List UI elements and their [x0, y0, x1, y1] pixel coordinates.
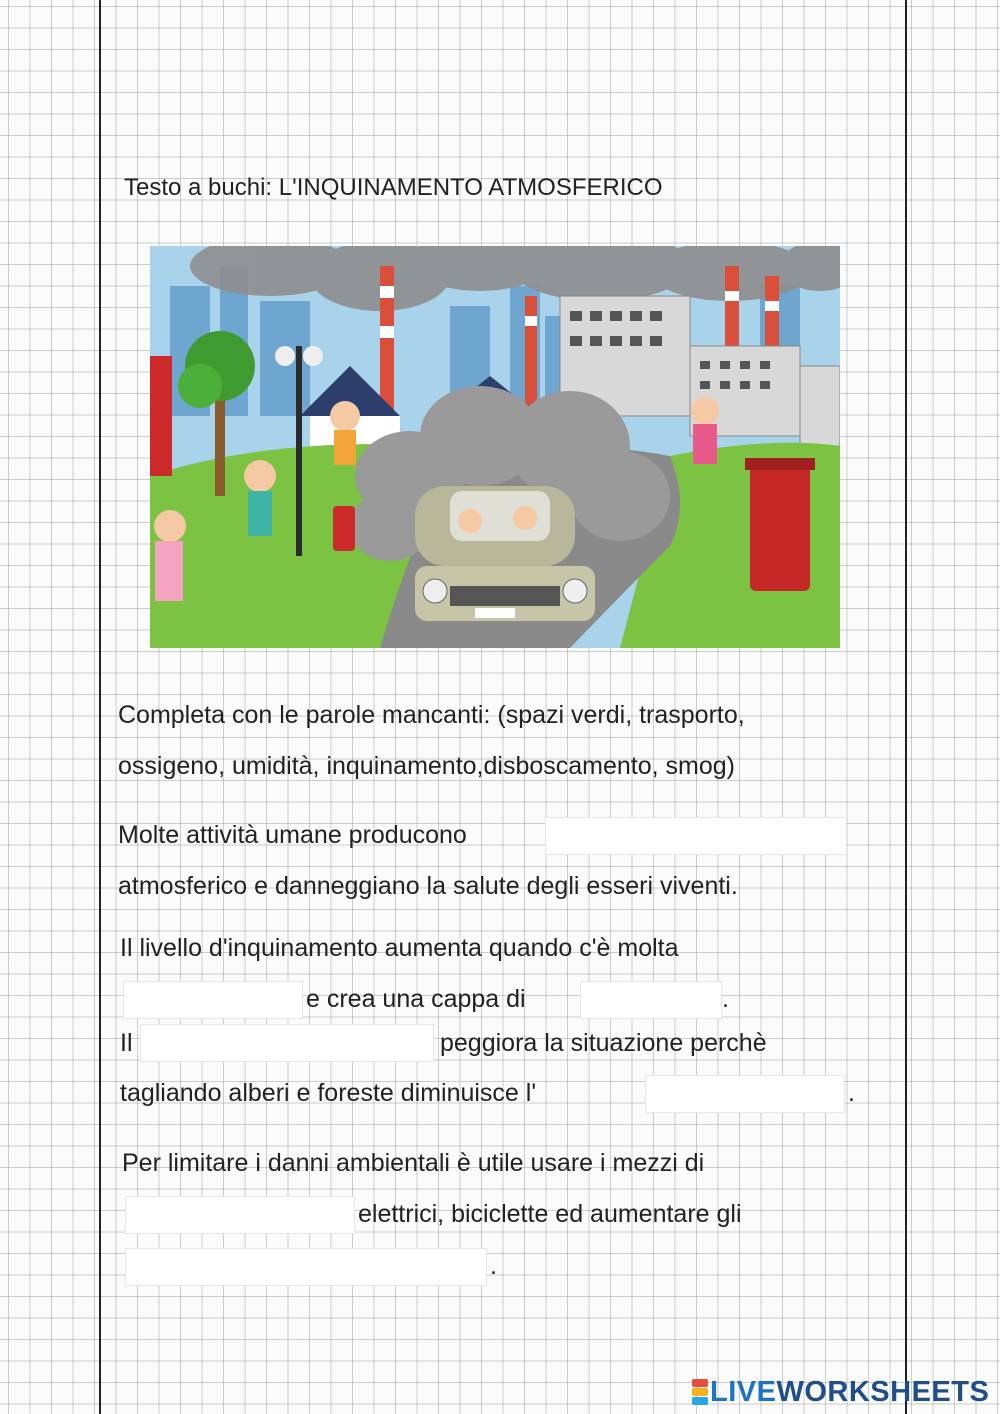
- worksheet-title: Testo a buchi: L'INQUINAMENTO ATMOSFERICO: [124, 174, 663, 201]
- pollution-illustration: [150, 246, 840, 648]
- paragraph-2-line-4: tagliando alberi e foreste diminuisce l': [120, 1079, 537, 1107]
- left-margin-line: [99, 0, 101, 1414]
- liveworksheets-icon: [692, 1379, 708, 1406]
- paragraph-2-line-2-end: .: [722, 985, 729, 1013]
- paragraph-1-line-1: Molte attività umane producono: [118, 821, 467, 849]
- blank-input-7[interactable]: [125, 1248, 487, 1286]
- blank-input-5[interactable]: [645, 1075, 845, 1113]
- right-margin-line: [905, 0, 907, 1414]
- liveworksheets-wordmark: LIVEWORKSHEETS: [710, 1376, 990, 1408]
- blank-input-6[interactable]: [125, 1196, 355, 1234]
- instructions-line-2: ossigeno, umidità, inquinamento,disboscamento, smog): [118, 752, 736, 780]
- paragraph-2-line-1: Il livello d'inquinamento aumenta quando c'è molta: [120, 934, 679, 962]
- blank-input-2[interactable]: [123, 981, 303, 1019]
- pollution-scene-image: [150, 246, 840, 648]
- paragraph-3-line-2: elettrici, biciclette ed aumentare gli: [358, 1200, 742, 1228]
- paragraph-2-line-2-mid: e crea una cappa di: [306, 985, 526, 1013]
- paragraph-1-line-2: atmosferico e danneggiano la salute degli esseri viventi.: [118, 872, 738, 900]
- paragraph-3-line-3-end: .: [490, 1252, 497, 1280]
- blank-input-4[interactable]: [140, 1024, 434, 1062]
- paragraph-2-line-3-end: peggiora la situazione perchè: [440, 1029, 767, 1057]
- blank-input-1[interactable]: [545, 817, 847, 855]
- instructions-line-1: Completa con le parole mancanti: (spazi verdi, trasporto,: [118, 701, 745, 729]
- paragraph-3-line-1: Per limitare i danni ambientali è utile usare i mezzi di: [122, 1149, 705, 1177]
- blank-input-3[interactable]: [580, 981, 722, 1019]
- liveworksheets-logo: [692, 1376, 989, 1409]
- paragraph-2-line-3-start: Il: [120, 1029, 133, 1057]
- paragraph-2-line-4-end: .: [848, 1079, 855, 1107]
